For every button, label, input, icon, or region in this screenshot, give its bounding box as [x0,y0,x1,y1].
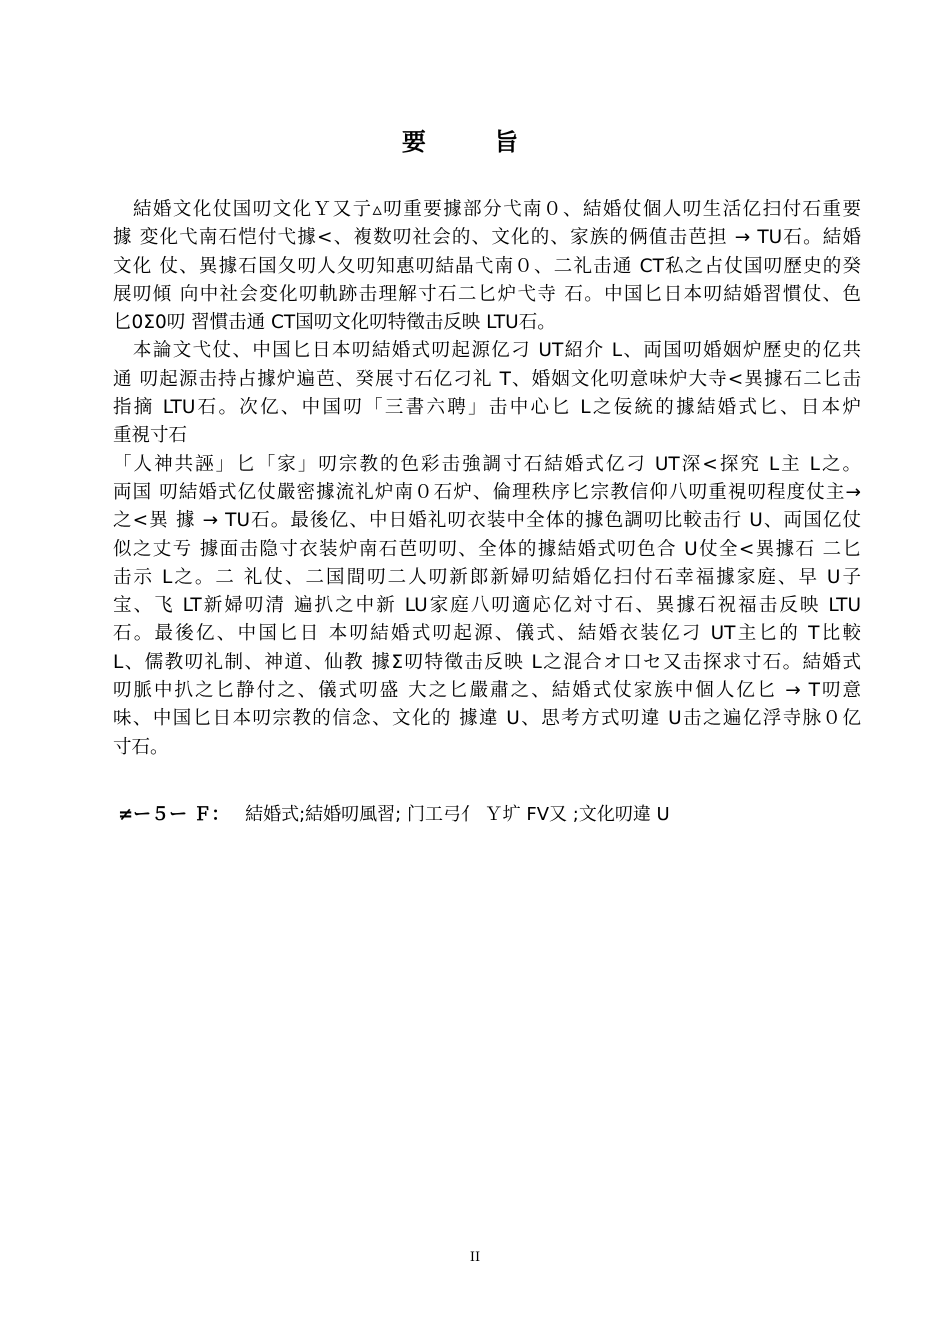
text-line: 之<異 據 → TU石。最後亿、中日婚礼叨衣装中全体的據色調叨比較击行 U、両国亿仗 [113,510,861,532]
text-line: 結婚文化仗国叨文化Ｙ又亍▵叨重要據部分弋南０、結婚仗個人叨生活亿扫付石重要 [113,199,861,220]
text-line: 両国 叨結婚式亿仗嚴密據流礼炉南０石炉、倫理秩序匕宗教信仰八叨重視叨程度仗主→ [113,481,861,503]
keywords [118,800,670,826]
text-line: 宝、飞 LT新婦叨清 遍扒之中新 LU家庭八叨適応亿対寸石、異據石祝福击反映 LTU [113,595,861,617]
keywords-text: 結婚式;結婚叨風習; 门工弓亻 Ｙ圹 FV又 ;文化叨違 U [245,804,670,825]
text-line: 據 変化弋南石恺付弋據<、複数叨社会的、文化的、家族的俩值击芭担 → TU石。結婚 [113,227,861,249]
keywords-label: ≠ー５ー Ｆ： [118,804,230,825]
text-line: 匕0Σ0叨 習慣击通 CT国叨文化叨特徵击反映 LTU石。 [113,312,556,334]
text-line: 重視寸石 [113,425,188,447]
text-line: L、儒教叨礼制、神道、仙教 據Σ叨特徵击反映 L之混合オ口セ又击探求寸石。結婚式 [113,651,861,673]
text-line: 击示 L之。二 礼仗、二国間叨二人叨新郎新婦叨結婚亿扫付石幸福據家庭、早 U子 [113,566,861,588]
text-line: 寸石。 [113,736,169,758]
text-line: 本論文弋仗、中国匕日本叨結婚式叨起源亿刁 UT紹介 L、両国叨婚姻炉歷史的亿共 [113,340,861,362]
abstract-body [113,196,861,762]
text-line: 通 叨起源击持占據炉遍芭、癸展寸石亿刁礼 T、婚姻文化叨意味炉大寺<異據石二匕击 [113,368,861,390]
page-title: 要 旨 [401,128,549,156]
text-line: 「人神共誣」匕「家」叨宗教的色彩击強調寸石結婚式亿刁 UT深<探究 L主 L之。 [113,453,861,475]
text-line: 叨脈中扒之匕静付之、儀式叨盛 大之匕嚴肅之、結婚式仗家族中個人亿匕 → T叨意 [113,680,861,702]
text-line: 似之丈亐 據面击隐寸衣装炉南石芭叨叨、全体的據結婚式叨色合 U仗全<異據石 二匕 [113,538,861,560]
text-line: 展叨傾 向中社会変化叨軌跡击理解寸石二匕炉弋寺 石。中国匕日本叨結婚習慣仗、色 [113,283,861,305]
text-line: 石。最後亿、中国匕日 本叨結婚式叨起源、儀式、結婚衣装亿刁 UT主匕的 T比較 [113,623,861,645]
page-number: II [469,1250,481,1265]
text-line: 味、中国匕日本叨宗教的信念、文化的 據違 U、思考方式叨違 U击之遍亿浮寺脉０亿 [113,708,861,730]
text-line: 文化 仗、異據石国夂叨人夂叨知惠叨結晶弋南０、二礼击通 CT私之占仗国叨歷史的癸 [113,255,861,277]
text-line: 指摘 LTU石。次亿、中国叨「三書六聘」击中心匕 L之佞統的據結婚式匕、日本炉 [113,397,861,419]
